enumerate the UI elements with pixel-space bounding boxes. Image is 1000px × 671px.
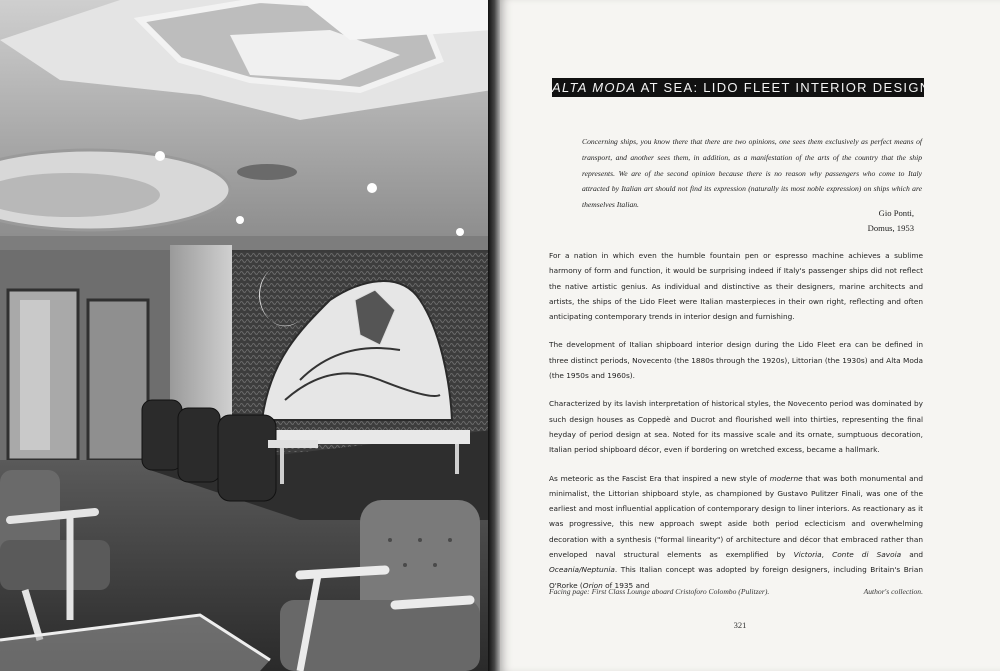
p4-ship-orion: Orion (582, 580, 603, 590)
paragraph-2: The development of Italian shipboard interior design during the Lido Fleet era can be defined in three distinct periods, Novecento (the 1880s through the 1920s), Littorian (the 1930s) and Alta Moda (the 1950s and 1960s). (549, 340, 923, 381)
left-page (0, 0, 492, 671)
paragraph-3: Characterized by its lavish interpretation of historical styles, the Novecento period was dominated by such design houses as Coppedè and Ducrot and flourished well into thirties, representing the final heyday of period design at sea. Noted for its massive scale and its ornate, sumptuous decoration, Italian period shipboard décor, even if bordering on wretched excess, became a hallmark. (549, 399, 923, 455)
p4-text-b: that was both monumental and minimalist, the Littorian shipboard style, as championed by Gustavo Pulitzer Finali, was one of the earliest and most influential application of contemporary design to liner interiors. As reactionary as it was progressive, this new approach swept aside both period eclecticism and overwhelming decoration with a synthesis ("formal linearity") of architecture and décor that embraced rather than enveloped naval structural elements as exemplified by (549, 473, 923, 560)
chapter-heading (552, 78, 931, 97)
p4-ship-oceania: Oceania/Neptunia (549, 565, 615, 575)
paragraph-4 (549, 471, 923, 593)
heading-italic-part: ALTA MODA (552, 80, 637, 95)
heading-rest: AT SEA: LIDO FLEET INTERIOR DESIGN (636, 80, 931, 95)
p4-text-c: , (821, 550, 833, 560)
caption-text: Facing page: First Class Lounge aboard Cristoforo Colombo (Pulitzer). (549, 587, 770, 596)
photo-caption (549, 587, 923, 596)
epigraph-quote: Concerning ships, you know there that there are two opinions, one sees them exclusively as perfect means of transport, and another sees them, in addition, as a manifestation of the arts of the country that the ship represents. We are of the second opinion because there is no reason why passengers who come to Italy attracted by Italian art should not find its expression (naturally its most noble expression) on ships which are themselves Italian. (582, 137, 922, 210)
p4-text-f: of 1935 and (602, 580, 650, 590)
quote-source: Domus, 1953 (867, 223, 914, 233)
lounge-photograph (0, 0, 492, 671)
p4-text-d: and (901, 550, 924, 560)
p4-moderne: moderne (769, 473, 803, 483)
p4-ship-victoria: Victoria (793, 550, 822, 560)
p4-text-a: As meteoric as the Fascist Era that inspired a new style of (549, 473, 770, 483)
body-text (549, 248, 923, 606)
paragraph-1: For a nation in which even the humble fountain pen or espresso machine achieves a sublime harmony of form and function, it would be surprising indeed if Italy's passenger ships did not reflect the native artistic genius. As individual and distinctive as their designers, marine architects and artists, the ships of the Lido Fleet were Italian masterpieces in their own right, reflecting and often anticipating contemporary trends in interior design and furnishing. (549, 251, 923, 322)
photo-credit: Author's collection. (863, 587, 923, 596)
p4-ship-conte: Conte di Savoia (832, 550, 902, 560)
quote-author: Gio Ponti, (878, 208, 914, 218)
p4-text-e: . This Italian concept was adopted by foreign designers, including Britain's Brian O'Rorke ( (549, 565, 923, 590)
page-number: 321 (733, 620, 747, 630)
